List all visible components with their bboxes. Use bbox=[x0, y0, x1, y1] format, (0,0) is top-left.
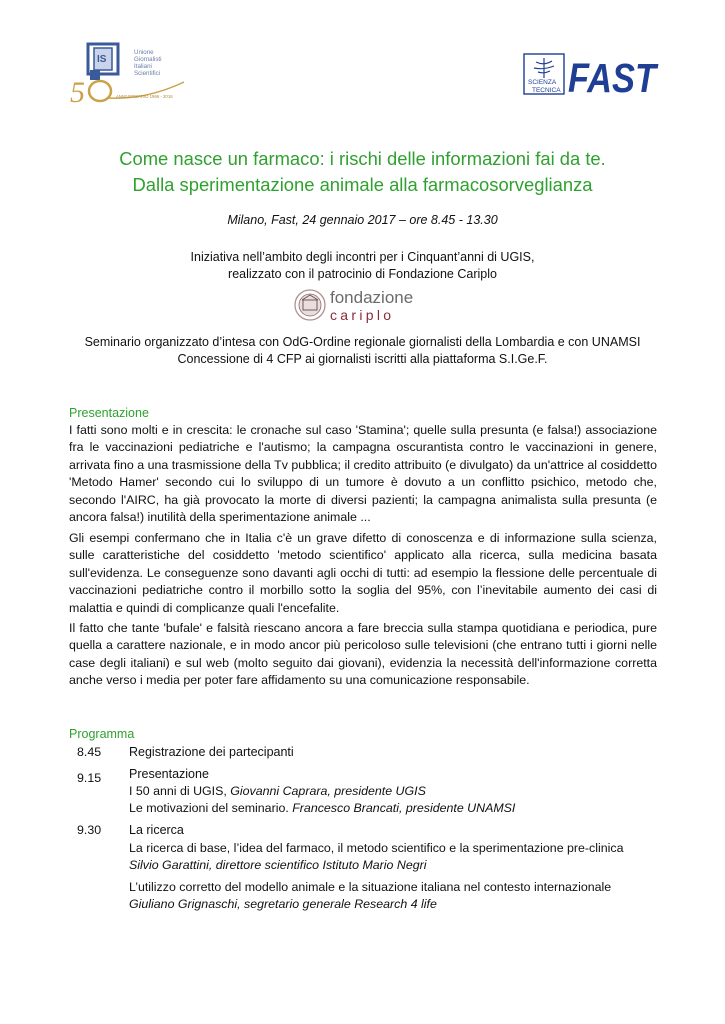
fondazione-cariplo-logo bbox=[294, 287, 434, 323]
presentazione-paragraph-2: Gli esempi confermano che in Italia c'è un grave difetto di conoscenza e di informazione sulla scienza, sulle caratteristiche del cosiddetto 'metodo scientifico' applicato alla ricerca, sulla medicina basata sull'evidenza. Le conseguenze sono davanti agli occhi di tutti: ad esempio la flessione delle percentuale di vaccinazioni pediatriche contro il morbillo sotto la soglia del 95%, con l’inevitabile aumento dei casi di malattia e quindi di complicanze quali l'encefalite. bbox=[69, 531, 657, 615]
presentazione-heading: Presentazione bbox=[69, 406, 149, 420]
program-time: 9.30 bbox=[77, 823, 102, 837]
page-title-line1: Come nasce un farmaco: i rischi delle informazioni fai da te. bbox=[119, 148, 606, 169]
program-item-title: Presentazione bbox=[129, 767, 209, 781]
event-date-line: Milano, Fast, 24 gennaio 2017 – ore 8.45 - 13.30 bbox=[227, 213, 498, 227]
svg-text:5: 5 bbox=[70, 76, 85, 109]
programma-heading: Programma bbox=[69, 727, 135, 741]
ugis-name-text: Unione Giornalisti Italiani Scientifici bbox=[134, 49, 162, 77]
program-item-title: Registrazione dei partecipanti bbox=[129, 745, 294, 759]
svg-text:cariplo: cariplo bbox=[330, 307, 395, 323]
svg-text:FAST: FAST bbox=[568, 55, 659, 101]
seminar-line1: Seminario organizzato d’intesa con OdG-Ordine regionale giornalisti della Lombardia e con UNAMSI bbox=[84, 335, 641, 349]
program-talk-line: I 50 anni di UGIS, Giovanni Caprara, presidente UGIS bbox=[129, 784, 426, 798]
cariplo-logo-icon bbox=[294, 287, 434, 323]
ugis-50-logo bbox=[66, 40, 196, 110]
seminar-line2: Concessione di 4 CFP ai giornalisti iscritti alla piattaforma S.I.Ge.F. bbox=[177, 352, 548, 366]
svg-text:TECNICA: TECNICA bbox=[532, 87, 561, 94]
presentazione-paragraph-3: Il fatto che tante 'bufale' e falsità riescano ancora a fare breccia sulla stampa quotidiana e periodica, pure quella a carattere nazionale, e in modo ancor più pericoloso sulle televisioni (che entrano tutti i giorni nelle case degli italiani) e sul web (molto seguito dai giovani), evidenzia la necessità dell'informazione corretta anche verso i media per poter fare affidamento su una comunicazione responsabile. bbox=[69, 621, 657, 688]
initiative-line1: Iniziativa nell’ambito degli incontri per i Cinquant’anni di UGIS, bbox=[190, 250, 535, 264]
svg-text:SCIENZA: SCIENZA bbox=[528, 79, 557, 86]
svg-text:fondazione: fondazione bbox=[330, 288, 414, 307]
program-time: 8.45 bbox=[77, 745, 102, 759]
program-item-title: La ricerca bbox=[129, 823, 184, 837]
svg-text:IS: IS bbox=[97, 54, 107, 65]
initiative-line2: realizzato con il patrocinio di Fondazione Cariplo bbox=[228, 267, 497, 281]
fast-logo bbox=[522, 52, 662, 101]
presentazione-paragraph-1: I fatti sono molti e in crescita: le cronache sul caso 'Stamina'; quelle sulla presunta (e falsa!) associazione fra le vaccinazioni pediatriche e l'autismo; la campagna oscurantista contro le vaccinazioni in genere, arrivata fino a una trasmissione della Tv pubblica; il credito attribuito (e divulgato) da un'attrice al cosiddetto 'Metodo Hamer' secondo cui lo sviluppo di un tumore è dovuto a un conflitto psichico, metodo che, secondo l'AIRC, ha già provocato la morte di diversi pazienti; la campagna animalista sulla presunta (e ancora falsa!) inutilità della sperimentazione animale ... bbox=[69, 423, 657, 525]
program-talk-line: L’utilizzo corretto del modello animale e la situazione italiana nel contesto internazionale bbox=[129, 880, 612, 894]
page-title-line2: Dalla sperimentazione animale alla farmacosorveglianza bbox=[132, 174, 593, 195]
ugis-anniversary-text: ANNIVERSARIO 1966 - 2016 bbox=[116, 94, 173, 99]
fast-logo-icon bbox=[522, 52, 662, 101]
program-speaker-line: Silvio Garattini, direttore scientifico Istituto Mario Negri bbox=[129, 858, 427, 872]
program-talk-line: La ricerca di base, l’idea del farmaco, il metodo scientifico e la sperimentazione pre-clinica bbox=[129, 841, 624, 855]
program-talk-line: Le motivazioni del seminario. Francesco Brancati, presidente UNAMSI bbox=[129, 801, 516, 815]
program-speaker-line: Giuliano Grignaschi, segretario generale Research 4 life bbox=[129, 897, 437, 911]
program-time: 9.15 bbox=[77, 771, 102, 785]
